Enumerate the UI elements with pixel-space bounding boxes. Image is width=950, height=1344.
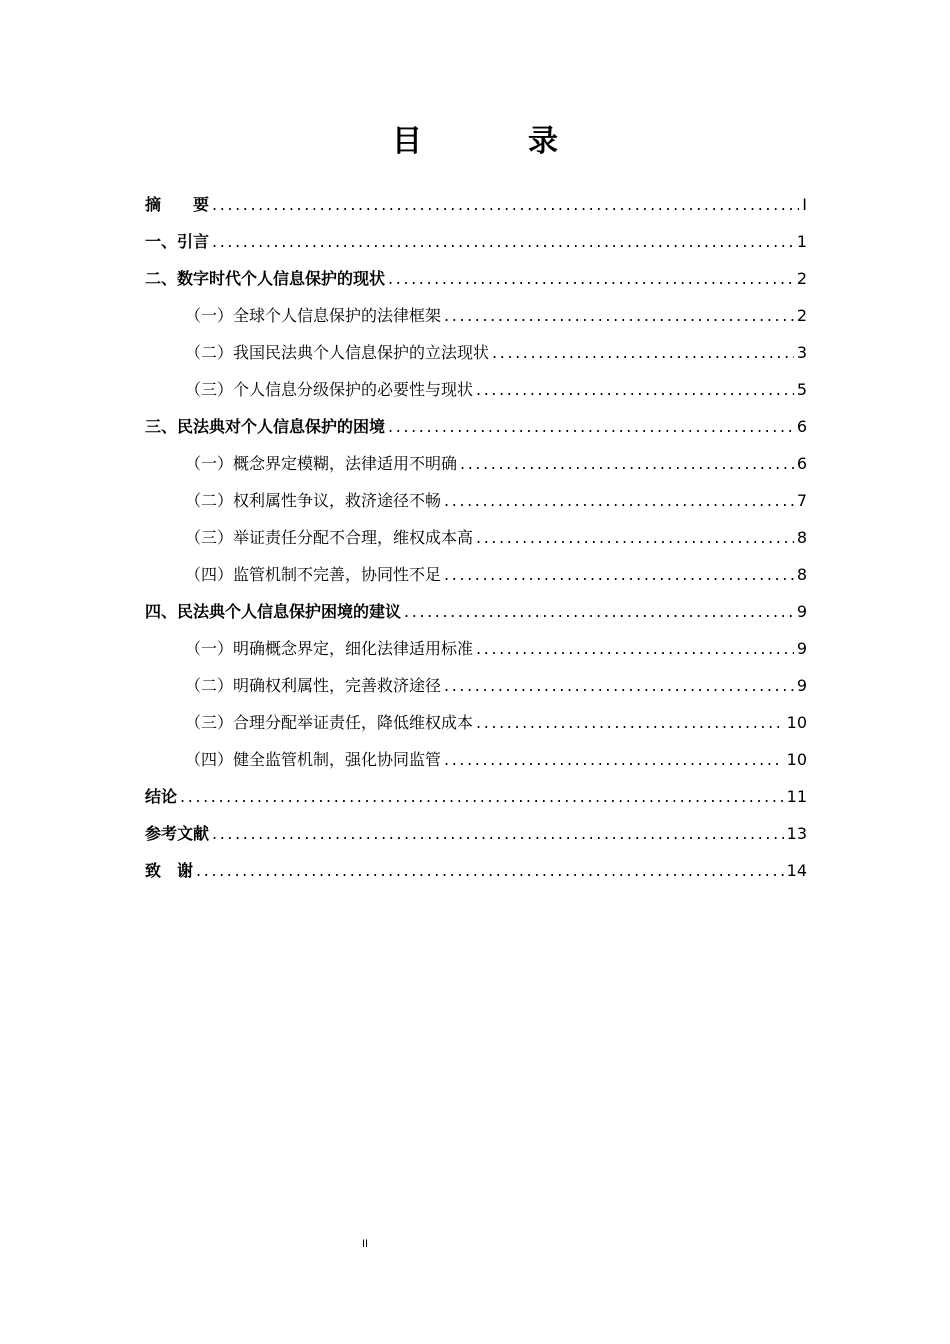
- toc-leader-dots: [180, 778, 784, 815]
- toc-leader-dots: [444, 667, 794, 704]
- toc-entry-page: 11: [786, 787, 807, 806]
- toc-entry[interactable]: [145, 852, 807, 889]
- toc-entry-page: 9: [796, 676, 807, 695]
- toc-leader-dots: [460, 445, 794, 482]
- toc-entry-label: 结论: [145, 787, 178, 806]
- toc-leader-dots: [196, 852, 784, 889]
- toc-entry-label: （一）全球个人信息保护的法律框架: [185, 306, 442, 325]
- toc-entry[interactable]: [145, 741, 807, 778]
- toc-leader-dots: [444, 482, 794, 519]
- toc-entry-label: 摘 要: [145, 195, 210, 214]
- toc-entry[interactable]: [145, 260, 807, 297]
- toc-entry[interactable]: [145, 482, 807, 519]
- toc-entry-page: 13: [786, 824, 807, 843]
- toc-leader-dots: [476, 371, 794, 408]
- toc-entry-label: （三）合理分配举证责任，降低维权成本: [185, 713, 474, 732]
- toc-entry[interactable]: [145, 778, 807, 815]
- toc-entry-label: （一）概念界定模糊，法律适用不明确: [185, 454, 458, 473]
- toc-entry-page: I: [802, 195, 807, 214]
- toc-entry-label: （二）权利属性争议，救济途径不畅: [185, 491, 442, 510]
- toc-leader-dots: [212, 223, 794, 260]
- toc-entry-label: （二）我国民法典个人信息保护的立法现状: [185, 343, 490, 362]
- toc-entry[interactable]: [145, 445, 807, 482]
- toc-entry-label: 四、民法典个人信息保护困境的建议: [145, 602, 402, 621]
- table-of-contents: [145, 186, 807, 889]
- toc-entry-label: （二）明确权利属性，完善救济途径: [185, 676, 442, 695]
- toc-entry[interactable]: [145, 223, 807, 260]
- toc-leader-dots: [476, 704, 784, 741]
- toc-entry[interactable]: [145, 667, 807, 704]
- toc-entry-page: 6: [796, 454, 807, 473]
- toc-entry-label: （四）监管机制不完善，协同性不足: [185, 565, 442, 584]
- page-title: 目 录: [392, 124, 596, 159]
- toc-leader-dots: [476, 630, 794, 667]
- toc-entry-label: 一、引言: [145, 232, 210, 251]
- toc-entry-label: （三）举证责任分配不合理，维权成本高: [185, 528, 474, 547]
- toc-entry-page: 8: [796, 565, 807, 584]
- toc-entry-label: （四）健全监管机制，强化协同监管: [185, 750, 442, 769]
- toc-entry-label: （一）明确概念界定，细化法律适用标准: [185, 639, 474, 658]
- page-number: II: [361, 1238, 369, 1250]
- toc-entry-page: 10: [786, 750, 807, 769]
- toc-entry-page: 3: [796, 343, 807, 362]
- toc-entry[interactable]: [145, 334, 807, 371]
- toc-entry-page: 14: [786, 861, 807, 880]
- toc-entry[interactable]: [145, 556, 807, 593]
- toc-entry[interactable]: [145, 297, 807, 334]
- toc-entry[interactable]: [145, 704, 807, 741]
- toc-leader-dots: [212, 186, 799, 223]
- toc-entry-label: 二、数字时代个人信息保护的现状: [145, 269, 386, 288]
- toc-leader-dots: [492, 334, 794, 371]
- toc-entry-page: 10: [786, 713, 807, 732]
- toc-leader-dots: [388, 260, 794, 297]
- toc-entry[interactable]: [145, 408, 807, 445]
- toc-leader-dots: [404, 593, 794, 630]
- toc-entry[interactable]: [145, 371, 807, 408]
- toc-entry-page: 7: [796, 491, 807, 510]
- toc-entry-page: 2: [796, 306, 807, 325]
- toc-entry-page: 9: [796, 639, 807, 658]
- toc-entry-page: 2: [796, 269, 807, 288]
- toc-entry[interactable]: [145, 593, 807, 630]
- toc-leader-dots: [444, 556, 794, 593]
- toc-entry-label: 参考文献: [145, 824, 210, 843]
- toc-entry-page: 5: [796, 380, 807, 399]
- toc-entry[interactable]: [145, 186, 807, 223]
- toc-entry-page: 8: [796, 528, 807, 547]
- toc-leader-dots: [444, 741, 784, 778]
- toc-entry-page: 6: [796, 417, 807, 436]
- toc-leader-dots: [476, 519, 794, 556]
- toc-leader-dots: [444, 297, 794, 334]
- toc-entry[interactable]: [145, 519, 807, 556]
- toc-entry-page: 9: [796, 602, 807, 621]
- toc-entry[interactable]: [145, 815, 807, 852]
- toc-entry-label: （三）个人信息分级保护的必要性与现状: [185, 380, 474, 399]
- toc-entry-label: 致 谢: [145, 861, 194, 880]
- toc-entry-label: 三、民法典对个人信息保护的困境: [145, 417, 386, 436]
- toc-entry[interactable]: [145, 630, 807, 667]
- toc-leader-dots: [212, 815, 784, 852]
- toc-leader-dots: [388, 408, 794, 445]
- toc-entry-page: 1: [796, 232, 807, 251]
